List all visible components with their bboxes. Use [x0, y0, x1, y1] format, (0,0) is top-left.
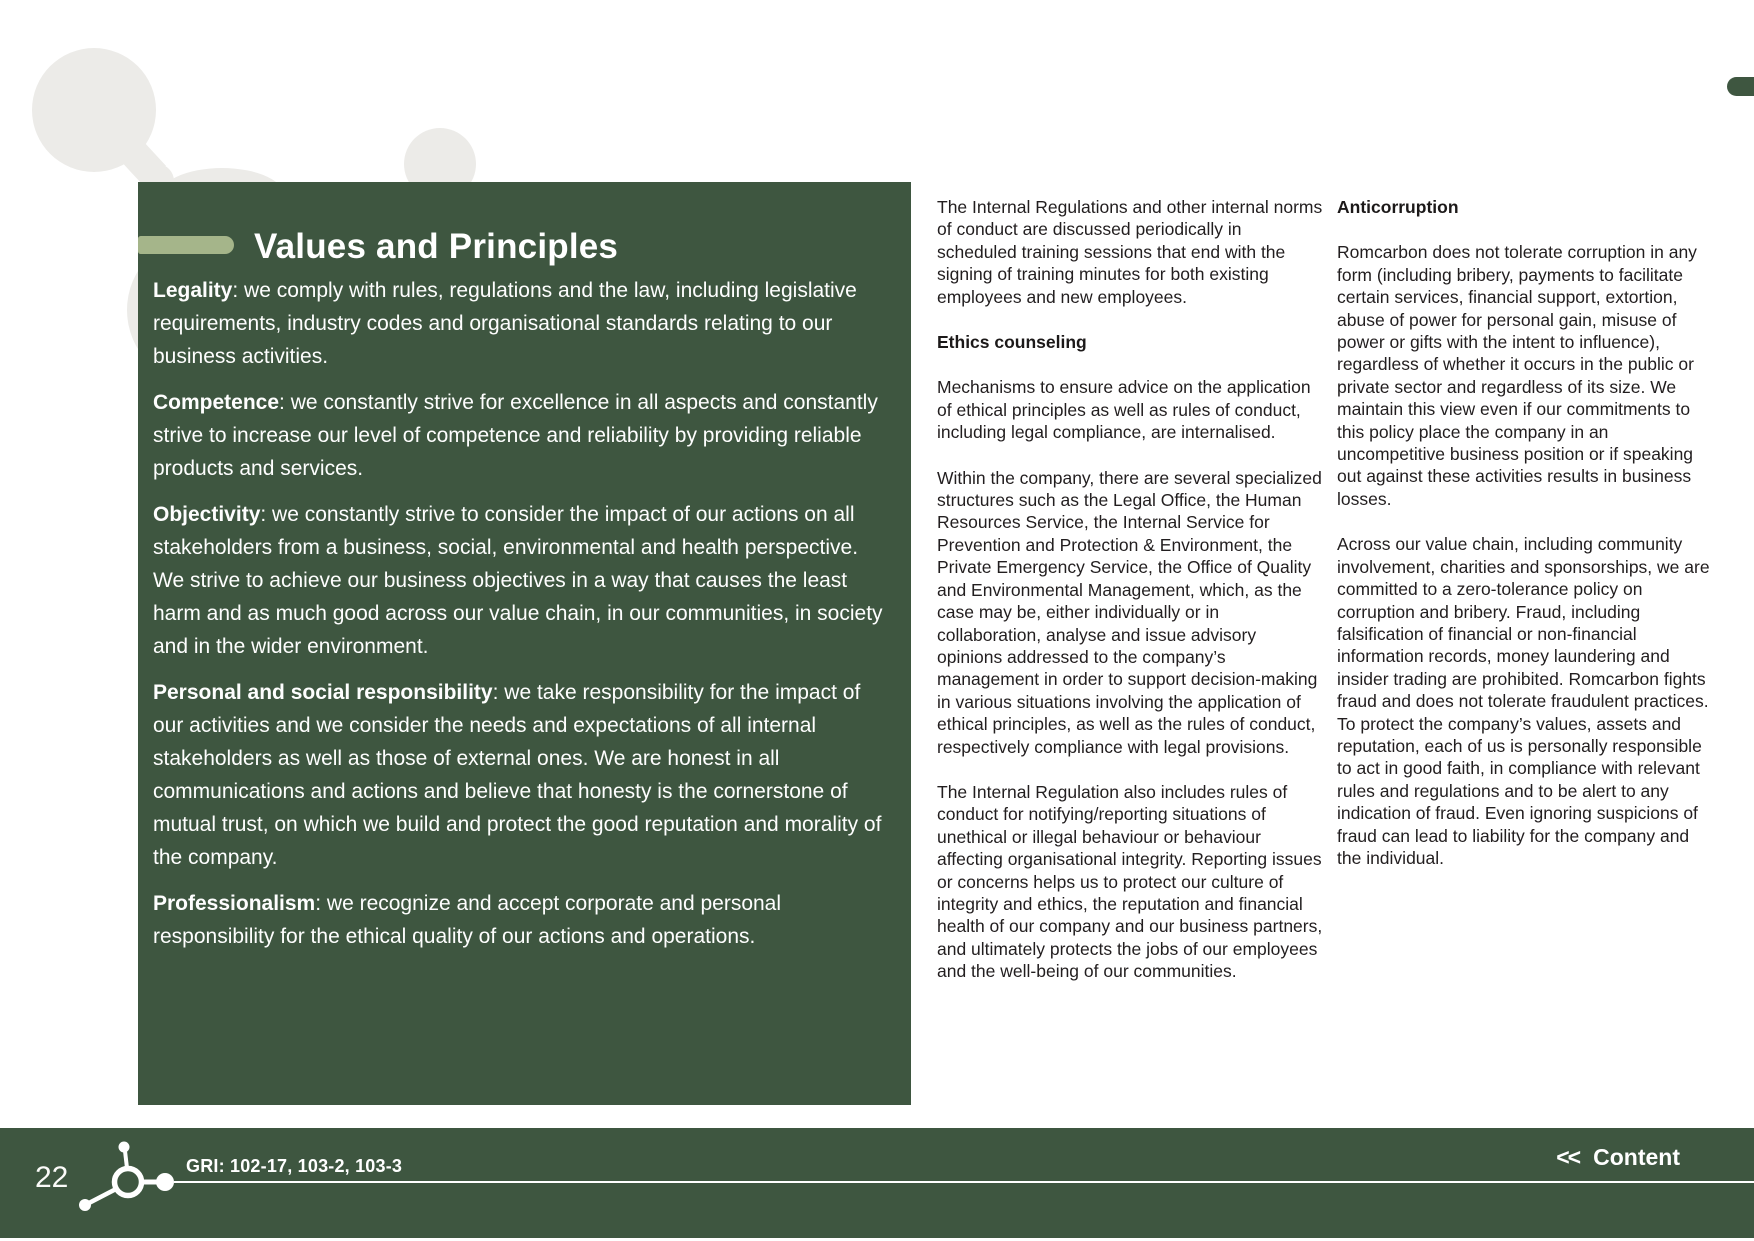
gri-reference: GRI: 102-17, 103-2, 103-3 [186, 1156, 403, 1176]
footer-bar [0, 1128, 1754, 1238]
paragraph-specialized-structures: Within the company, there are several specialized structures such as the Legal Office, the Human Resources Service, the Internal Service for Prevention and Protection & Environment, the Private Emergency Service, the Office of Quality and Environmental Management, which, as the case may be, either individually or in collaboration, analyse and issue advisory opinions addressed to the company’s management in order to support decision-making in various situations involving the application of ethical principles, as well as the rules of conduct, respectively compliance with legal provisions. [937, 467, 1322, 757]
value-term: Objectivity [153, 503, 261, 526]
title-pill-icon [138, 236, 234, 254]
value-text: : we comply with rules, regulations and the law, including legislative requirements, industry codes and organisational standards relating to our business activities. [153, 279, 857, 368]
values-panel [138, 182, 911, 1105]
value-term: Professionalism [153, 892, 316, 915]
paragraph-value-chain: Across our value chain, including community involvement, charities and sponsorships, we are committed to a zero-tolerance policy on corruption and bribery. Fraud, including falsification of financial or non-financial information records, money laundering and insider trading are prohibited. Romcarbon fights fraud and does not tolerate fraudulent practices. To protect the company’s values, assets and reputation, each of us is personally responsible to act in good faith, in compliance with relevant rules and regulations and to be alert to any indication of fraud. Even ignoring suspicions of fraud can lead to liability for the company and the individual. [1337, 534, 1710, 868]
value-text: : we take responsibility for the impact of our activities and we consider the needs and expectations of all internal stakeholders as well as those of external ones. We are honest in all communications and actions and believe that honesty is the cornerstone of mutual trust, on which we build and protect the good reputation and morality of the company. [153, 681, 882, 869]
paragraph-internal-regulation-rules: The Internal Regulation also includes rules of conduct for notifying/reporting situations of unethical or illegal behaviour or behaviour affecting organisational integrity. Reporting issues or concerns helps us to protect our culture of integrity and ethics, the reputation and financial health of our company and our business partners, and ultimately protects the jobs of our employees and the well-being of our communities. [937, 781, 1323, 982]
footer-rule [174, 1181, 1754, 1183]
paragraph-internal-regulations: The Internal Regulations and other internal norms of conduct are discussed periodically in scheduled training sessions that end with the signing of training minutes for both existing employees and new employees. [937, 197, 1323, 307]
value-term: Personal and social responsibility [153, 681, 493, 704]
paragraph-mechanisms: Mechanisms to ensure advice on the application of ethical principles as well as rules of conduct, including legal compliance, are internalised. [937, 377, 1311, 443]
value-item-professionalism [153, 887, 893, 953]
value-item-legality [153, 274, 893, 373]
anticorruption-heading: Anticorruption [1337, 197, 1459, 217]
ethics-counseling-heading: Ethics counseling [937, 332, 1087, 353]
value-text: : we constantly strive for excellence in all aspects and constantly strive to increase our level of competence and reliability by providing reliable products and services. [153, 391, 878, 480]
page-edge-tab [1727, 77, 1754, 96]
molecule-icon [70, 1137, 180, 1217]
value-text: : we constantly strive to consider the impact of our actions on all stakeholders from a business, social, environmental and health perspective. We strive to achieve our business objectives in a way that causes the least harm and as much good across our value chain, in our communities, in society and in the wider environment. [153, 503, 883, 658]
panel-title: Values and Principles [254, 227, 619, 267]
page-number: 22 [35, 1161, 69, 1194]
double-chevron-icon: << [1556, 1144, 1580, 1170]
value-text: : we recognize and accept corporate and personal responsibility for the ethical quality of our actions and operations. [153, 892, 782, 948]
value-item-objectivity [153, 498, 893, 663]
middle-column [937, 196, 1323, 1006]
value-item-personal-social-responsibility [153, 676, 893, 874]
right-column [1337, 196, 1717, 892]
paragraph-no-tolerance: Romcarbon does not tolerate corruption in any form (including bribery, payments to facilitate certain services, financial support, extortion, abuse of power for personal gain, misuse of power or gifts with the intent to influence), regardless of whether it occurs in the public or private sector and regardless of its size. We maintain this view even if our commitments to this policy place the company in an uncompetitive business position or if speaking out against these activities results in business losses. [1337, 242, 1697, 509]
value-item-competence [153, 386, 893, 485]
content-back-link[interactable] [1556, 1144, 1680, 1171]
value-term: Competence [153, 391, 280, 414]
value-term: Legality [153, 279, 233, 302]
back-link-label: Content [1593, 1144, 1680, 1170]
values-list [153, 274, 893, 966]
